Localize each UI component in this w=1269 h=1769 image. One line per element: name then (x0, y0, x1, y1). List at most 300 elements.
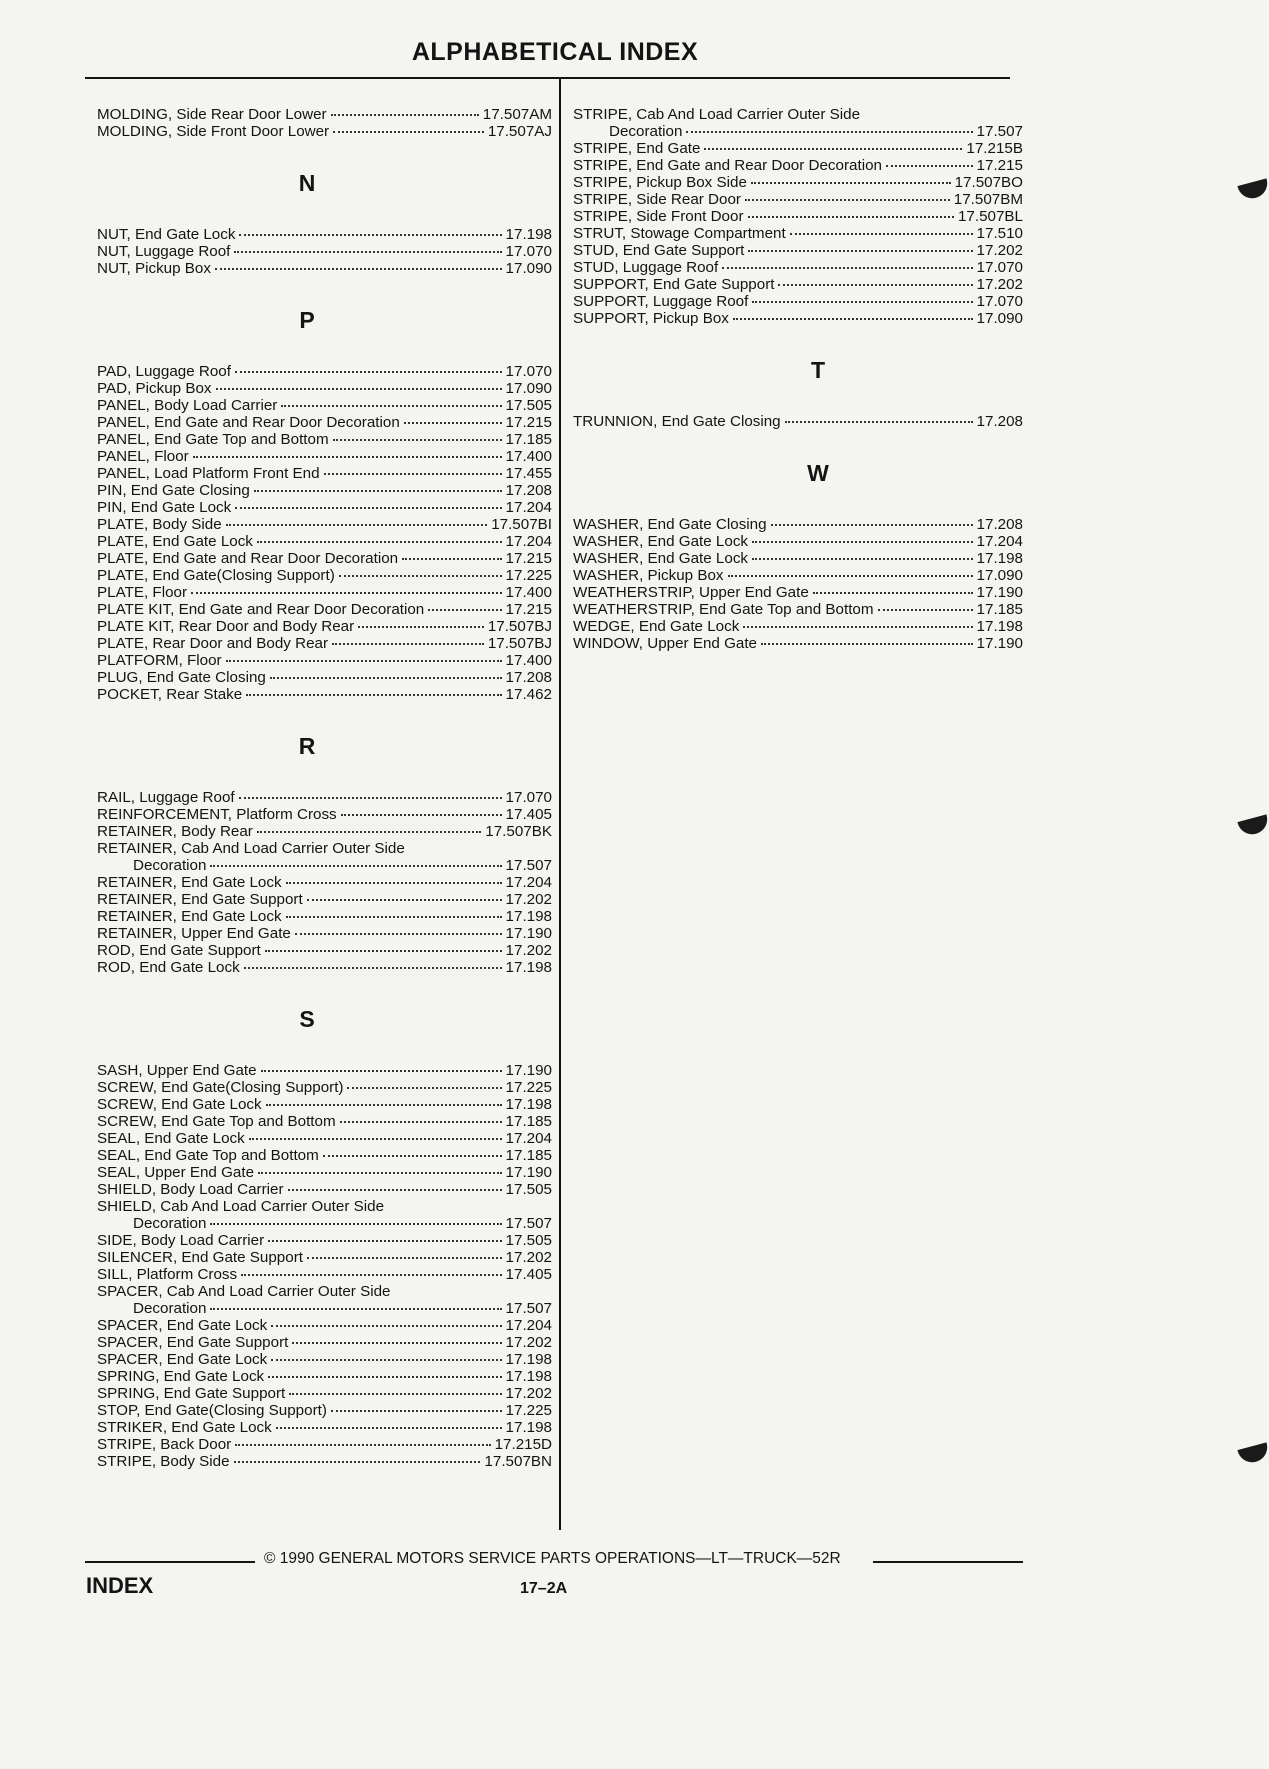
entry-reference: 17.185 (505, 1113, 552, 1130)
entry-name: MOLDING, Side Front Door Lower (97, 123, 330, 140)
dot-leader (241, 1274, 501, 1276)
entry-reference: 17.208 (976, 413, 1023, 430)
index-entry (97, 550, 552, 567)
dot-leader (324, 473, 502, 475)
entry-name: SILL, Platform Cross (97, 1266, 238, 1283)
entry-reference: 17.215 (505, 601, 552, 618)
entry-name: STRIKER, End Gate Lock (97, 1419, 272, 1436)
entry-name: STRIPE, Pickup Box Side (573, 174, 747, 191)
dot-leader (358, 626, 484, 628)
dot-leader (743, 626, 972, 628)
dot-leader (404, 422, 502, 424)
entry-name: STRIPE, Side Front Door (573, 208, 744, 225)
entry-name: PLATE KIT, Rear Door and Body Rear (97, 618, 355, 635)
index-entry (97, 908, 552, 925)
index-entry (97, 1096, 552, 1113)
entry-name: PANEL, End Gate Top and Bottom (97, 431, 329, 448)
entry-name: NUT, End Gate Lock (97, 226, 236, 243)
dot-leader (289, 1393, 501, 1395)
index-entry (97, 1300, 552, 1317)
index-entry (573, 106, 1023, 123)
dot-leader (271, 1359, 501, 1361)
dot-leader (785, 421, 973, 423)
dot-leader (244, 967, 502, 969)
entry-reference: 17.507 (976, 123, 1023, 140)
entry-name: STRIPE, Body Side (97, 1453, 230, 1470)
section-letter-heading: S (299, 1006, 315, 1032)
entry-reference: 17.507BI (491, 516, 552, 533)
index-entry (97, 516, 552, 533)
dot-leader (745, 199, 950, 201)
dot-leader (752, 541, 973, 543)
entry-name: PANEL, Floor (97, 448, 189, 465)
entry-name: PLATE, End Gate Lock (97, 533, 253, 550)
footer-rule-right (873, 1561, 1023, 1563)
index-entry (97, 123, 552, 140)
entry-reference: 17.190 (505, 1164, 552, 1181)
index-entry (97, 567, 552, 584)
entry-reference: 17.507 (505, 1300, 552, 1317)
entry-name: PLATE KIT, End Gate and Rear Door Decoration (97, 601, 425, 618)
header-rule (85, 77, 1010, 79)
index-entry (97, 1181, 552, 1198)
entry-reference: 17.198 (505, 1351, 552, 1368)
entry-name: STUD, Luggage Roof (573, 259, 719, 276)
entry-reference: 17.505 (505, 1232, 552, 1249)
entry-reference: 17.215 (505, 550, 552, 567)
dot-leader (235, 1444, 490, 1446)
index-entry (97, 652, 552, 669)
dot-leader (216, 388, 502, 390)
index-entry (573, 601, 1023, 618)
index-entry (97, 789, 552, 806)
entry-name: SPACER, End Gate Lock (97, 1351, 268, 1368)
entry-reference: 17.198 (976, 618, 1023, 635)
entry-name: PLUG, End Gate Closing (97, 669, 266, 686)
entry-reference: 17.225 (505, 1079, 552, 1096)
index-entry (573, 567, 1023, 584)
index-entry (97, 1453, 552, 1470)
dot-leader (234, 251, 501, 253)
entry-reference: 17.202 (505, 1334, 552, 1351)
entry-name: SPACER, End Gate Support (97, 1334, 289, 1351)
dot-leader (254, 490, 502, 492)
entry-reference: 17.400 (505, 652, 552, 669)
dot-leader (333, 439, 502, 441)
index-entry (97, 1351, 552, 1368)
dot-leader (722, 267, 972, 269)
dot-leader (226, 524, 488, 526)
index-entry (97, 686, 552, 703)
dot-leader (332, 643, 484, 645)
index-entry (573, 516, 1023, 533)
section-letter-heading: R (298, 733, 316, 759)
entry-name: Decoration (133, 1215, 207, 1232)
entry-reference: 17.204 (976, 533, 1023, 550)
section-letter-heading: N (298, 170, 316, 196)
dot-leader (704, 148, 962, 150)
entry-name: RETAINER, End Gate Lock (97, 908, 282, 925)
entry-name: PANEL, End Gate and Rear Door Decoration (97, 414, 400, 431)
dot-leader (249, 1138, 502, 1140)
entry-reference: 17.455 (505, 465, 552, 482)
dot-leader (286, 916, 502, 918)
entry-name: SUPPORT, Pickup Box (573, 310, 729, 327)
index-entry (97, 669, 552, 686)
dot-leader (751, 182, 951, 184)
entry-name: STRUT, Stowage Compartment (573, 225, 786, 242)
entry-name: WEATHERSTRIP, Upper End Gate (573, 584, 809, 601)
index-entry (97, 1368, 552, 1385)
index-entry (97, 1419, 552, 1436)
entry-reference: 17.070 (505, 363, 552, 380)
entry-name: POCKET, Rear Stake (97, 686, 243, 703)
index-entry (97, 243, 552, 260)
entry-reference: 17.202 (505, 1385, 552, 1402)
entry-name: SHIELD, Cab And Load Carrier Outer Side (97, 1198, 385, 1215)
entry-name: STRIPE, End Gate and Rear Door Decoration (573, 157, 882, 174)
dot-leader (771, 524, 973, 526)
dot-leader (210, 865, 501, 867)
index-entry (97, 1402, 552, 1419)
entry-reference: 17.198 (505, 226, 552, 243)
entry-reference: 17.462 (505, 686, 552, 703)
entry-name: PAD, Pickup Box (97, 380, 212, 397)
dot-leader (323, 1155, 502, 1157)
entry-reference: 17.090 (976, 310, 1023, 327)
index-entry (573, 208, 1023, 225)
entry-name: PLATE, Floor (97, 584, 188, 601)
index-entry (97, 1198, 552, 1215)
entry-reference: 17.510 (976, 225, 1023, 242)
dot-leader (210, 1223, 501, 1225)
entry-name: RETAINER, End Gate Support (97, 891, 303, 908)
index-entry (97, 1113, 552, 1130)
dot-leader (257, 541, 502, 543)
dot-leader (239, 797, 502, 799)
binder-hole-mark (1237, 178, 1269, 201)
index-entry (573, 123, 1023, 140)
entry-name: SEAL, End Gate Top and Bottom (97, 1147, 319, 1164)
entry-name: STRIPE, Back Door (97, 1436, 232, 1453)
copyright-line: © 1990 GENERAL MOTORS SERVICE PARTS OPERATIONS—LT—TRUCK—52R (264, 1550, 841, 1567)
index-entry (97, 959, 552, 976)
index-entry (573, 225, 1023, 242)
entry-name: RETAINER, End Gate Lock (97, 874, 282, 891)
index-entry (97, 823, 552, 840)
index-entry (97, 891, 552, 908)
dot-leader (270, 677, 502, 679)
index-entry (97, 1062, 552, 1079)
index-entry (97, 1130, 552, 1147)
entry-reference: 17.190 (976, 635, 1023, 652)
entry-name: NUT, Pickup Box (97, 260, 211, 277)
index-entry (97, 1436, 552, 1453)
entry-name: WASHER, End Gate Closing (573, 516, 767, 533)
entry-reference: 17.198 (505, 908, 552, 925)
dot-leader (226, 660, 502, 662)
index-entry (97, 414, 552, 431)
entry-reference: 17.507BM (953, 191, 1023, 208)
entry-name: SHIELD, Body Load Carrier (97, 1181, 284, 1198)
index-entry (97, 1317, 552, 1334)
entry-name: PANEL, Body Load Carrier (97, 397, 278, 414)
entry-name: WASHER, End Gate Lock (573, 550, 749, 567)
entry-name: Decoration (133, 1300, 207, 1317)
entry-name: WEDGE, End Gate Lock (573, 618, 740, 635)
entry-name: STOP, End Gate(Closing Support) (97, 1402, 327, 1419)
entry-reference: 17.507BL (957, 208, 1023, 225)
entry-reference: 17.507 (505, 857, 552, 874)
dot-leader (790, 233, 973, 235)
dot-leader (281, 405, 501, 407)
entry-name: WASHER, End Gate Lock (573, 533, 749, 550)
index-entry (97, 874, 552, 891)
index-entry (573, 413, 1023, 430)
index-entry (573, 618, 1023, 635)
index-entry (97, 397, 552, 414)
entry-reference: 17.507AJ (487, 123, 552, 140)
entry-reference: 17.198 (976, 550, 1023, 567)
entry-name: Decoration (609, 123, 683, 140)
entry-reference: 17.208 (976, 516, 1023, 533)
entry-reference: 17.215 (976, 157, 1023, 174)
entry-reference: 17.400 (505, 584, 552, 601)
entry-reference: 17.507BK (485, 823, 552, 840)
entry-name: STUD, End Gate Support (573, 242, 745, 259)
dot-leader (402, 558, 501, 560)
entry-reference: 17.204 (505, 874, 552, 891)
dot-leader (191, 592, 502, 594)
entry-name: SPRING, End Gate Lock (97, 1368, 265, 1385)
entry-name: PANEL, Load Platform Front End (97, 465, 320, 482)
dot-leader (761, 643, 973, 645)
dot-leader (748, 250, 972, 252)
binder-hole-mark (1237, 1442, 1269, 1465)
entry-reference: 17.215B (966, 140, 1023, 157)
entry-name: SASH, Upper End Gate (97, 1062, 257, 1079)
index-entry (97, 380, 552, 397)
index-entry (97, 618, 552, 635)
index-entry (97, 448, 552, 465)
entry-name: PIN, End Gate Closing (97, 482, 250, 499)
index-entry (97, 806, 552, 823)
index-entry (573, 276, 1023, 293)
entry-name: SCREW, End Gate(Closing Support) (97, 1079, 344, 1096)
dot-leader (246, 694, 501, 696)
entry-name: PLATE, End Gate(Closing Support) (97, 567, 335, 584)
entry-reference: 17.215 (505, 414, 552, 431)
dot-leader (286, 882, 502, 884)
dot-leader (752, 558, 973, 560)
index-entry (97, 226, 552, 243)
entry-name: RETAINER, Upper End Gate (97, 925, 291, 942)
entry-reference: 17.190 (505, 1062, 552, 1079)
entry-reference: 17.204 (505, 499, 552, 516)
dot-leader (878, 609, 973, 611)
index-entry (97, 840, 552, 857)
dot-leader (210, 1308, 501, 1310)
dot-leader (257, 831, 481, 833)
entry-reference: 17.208 (505, 482, 552, 499)
entry-name: SPRING, End Gate Support (97, 1385, 286, 1402)
index-entry (573, 191, 1023, 208)
dot-leader (234, 1461, 481, 1463)
index-entry (573, 635, 1023, 652)
entry-reference: 17.185 (505, 1147, 552, 1164)
entry-name: ROD, End Gate Support (97, 942, 261, 959)
entry-name: MOLDING, Side Rear Door Lower (97, 106, 327, 123)
index-entry (97, 260, 552, 277)
column-divider (559, 78, 561, 1530)
entry-name: SCREW, End Gate Top and Bottom (97, 1113, 336, 1130)
dot-leader (686, 131, 972, 133)
entry-reference: 17.090 (505, 260, 552, 277)
entry-reference: 17.190 (505, 925, 552, 942)
index-entry (573, 293, 1023, 310)
dot-leader (778, 284, 972, 286)
entry-reference: 17.507BJ (487, 618, 552, 635)
entry-name: SPACER, Cab And Load Carrier Outer Side (97, 1283, 391, 1300)
entry-reference: 17.185 (505, 431, 552, 448)
left-index-column (97, 106, 552, 1470)
entry-reference: 17.204 (505, 533, 552, 550)
index-entry (573, 140, 1023, 157)
entry-name: REINFORCEMENT, Platform Cross (97, 806, 337, 823)
entry-name: STRIPE, Side Rear Door (573, 191, 741, 208)
entry-reference: 17.198 (505, 1096, 552, 1113)
index-entry (97, 1147, 552, 1164)
section-letter-heading: P (299, 307, 315, 333)
index-entry (97, 1385, 552, 1402)
entry-name: TRUNNION, End Gate Closing (573, 413, 781, 430)
entry-name: SIDE, Body Load Carrier (97, 1232, 265, 1249)
entry-name: SILENCER, End Gate Support (97, 1249, 303, 1266)
index-entry (97, 482, 552, 499)
entry-name: PAD, Luggage Roof (97, 363, 231, 380)
dot-leader (728, 575, 973, 577)
entry-name: Decoration (133, 857, 207, 874)
entry-name: RAIL, Luggage Roof (97, 789, 235, 806)
dot-leader (215, 268, 502, 270)
dot-leader (288, 1189, 502, 1191)
entry-reference: 17.507 (505, 1215, 552, 1232)
index-entry (97, 1334, 552, 1351)
index-entry (573, 533, 1023, 550)
entry-reference: 17.198 (505, 1368, 552, 1385)
entry-name: ROD, End Gate Lock (97, 959, 240, 976)
index-entry (97, 106, 552, 123)
entry-reference: 17.204 (505, 1130, 552, 1147)
index-entry (573, 584, 1023, 601)
entry-reference: 17.202 (976, 276, 1023, 293)
entry-name: SEAL, End Gate Lock (97, 1130, 245, 1147)
index-entry (97, 1164, 552, 1181)
entry-name: NUT, Luggage Roof (97, 243, 231, 260)
dot-leader (340, 1121, 502, 1123)
dot-leader (268, 1376, 501, 1378)
entry-reference: 17.204 (505, 1317, 552, 1334)
index-entry (97, 431, 552, 448)
dot-leader (428, 609, 501, 611)
dot-leader (748, 216, 954, 218)
dot-leader (295, 933, 502, 935)
index-entry (97, 465, 552, 482)
entry-name: SCREW, End Gate Lock (97, 1096, 262, 1113)
dot-leader (333, 131, 484, 133)
dot-leader (268, 1240, 501, 1242)
index-entry (97, 363, 552, 380)
dot-leader (271, 1325, 501, 1327)
entry-reference: 17.070 (976, 293, 1023, 310)
entry-reference: 17.070 (976, 259, 1023, 276)
dot-leader (339, 575, 502, 577)
entry-reference: 17.198 (505, 959, 552, 976)
entry-name: PLATFORM, Floor (97, 652, 222, 669)
index-entry (97, 533, 552, 550)
dot-leader (292, 1342, 501, 1344)
index-entry (97, 601, 552, 618)
dot-leader (276, 1427, 502, 1429)
entry-name: SUPPORT, Luggage Roof (573, 293, 749, 310)
dot-leader (813, 592, 973, 594)
entry-reference: 17.507AM (482, 106, 552, 123)
entry-reference: 17.185 (976, 601, 1023, 618)
entry-name: RETAINER, Body Rear (97, 823, 253, 840)
page-number: 17–2A (520, 1580, 568, 1597)
binder-hole-mark (1237, 814, 1269, 837)
right-index-column (573, 106, 1023, 652)
entry-reference: 17.215D (494, 1436, 552, 1453)
index-entry (573, 157, 1023, 174)
index-entry (97, 1215, 552, 1232)
entry-reference: 17.507BN (484, 1453, 552, 1470)
entry-name: STRIPE, Cab And Load Carrier Outer Side (573, 106, 861, 123)
entry-name: STRIPE, End Gate (573, 140, 701, 157)
index-entry (97, 857, 552, 874)
dot-leader (341, 814, 502, 816)
index-entry (97, 925, 552, 942)
dot-leader (266, 1104, 502, 1106)
dot-leader (752, 301, 972, 303)
entry-name: SEAL, Upper End Gate (97, 1164, 255, 1181)
entry-name: WEATHERSTRIP, End Gate Top and Bottom (573, 601, 874, 618)
entry-reference: 17.507BO (954, 174, 1023, 191)
dot-leader (886, 165, 973, 167)
dot-leader (331, 1410, 502, 1412)
index-entry (573, 259, 1023, 276)
entry-reference: 17.505 (505, 397, 552, 414)
dot-leader (239, 234, 501, 236)
entry-reference: 17.070 (505, 243, 552, 260)
entry-name: PLATE, End Gate and Rear Door Decoration (97, 550, 399, 567)
index-entry (573, 242, 1023, 259)
section-letter-heading: T (810, 357, 826, 383)
dot-leader (347, 1087, 501, 1089)
entry-reference: 17.405 (505, 1266, 552, 1283)
index-entry (97, 1249, 552, 1266)
index-entry (97, 1079, 552, 1096)
index-entry (573, 550, 1023, 567)
dot-leader (307, 899, 502, 901)
entry-reference: 17.090 (505, 380, 552, 397)
dot-leader (235, 371, 502, 373)
page-title: ALPHABETICAL INDEX (411, 38, 699, 66)
section-letter-heading: W (807, 460, 829, 486)
index-entry (573, 310, 1023, 327)
dot-leader (307, 1257, 502, 1259)
entry-name: SUPPORT, End Gate Support (573, 276, 775, 293)
